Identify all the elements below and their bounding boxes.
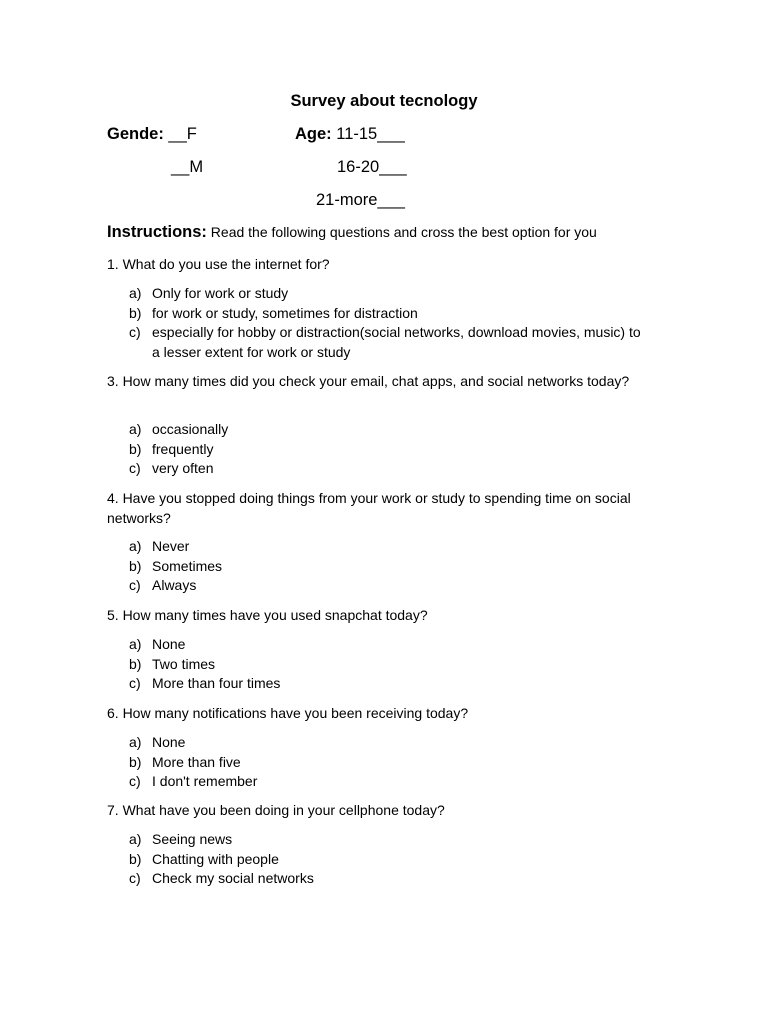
instructions-label: Instructions: — [107, 223, 207, 241]
option-text: More than four times — [152, 675, 281, 691]
option — [129, 655, 649, 675]
question-7-options — [129, 830, 649, 889]
option-marker: c) — [129, 870, 141, 886]
option-text: for work or study, sometimes for distraction — [152, 304, 418, 321]
option-marker: b) — [129, 850, 142, 867]
option-marker: a) — [129, 734, 142, 750]
option-marker: c) — [129, 324, 141, 340]
option-text: Always — [152, 577, 197, 593]
question-4-options — [129, 537, 649, 596]
question-3-options — [129, 420, 649, 479]
question-3: 3. How many times did you check your email, chat apps, and social networks today? — [107, 373, 630, 389]
option — [129, 772, 649, 792]
option — [129, 557, 649, 577]
option-text: Sometimes — [152, 557, 223, 574]
option — [129, 869, 649, 889]
option — [129, 635, 649, 655]
option — [129, 284, 649, 304]
option — [129, 440, 649, 460]
question-7: 7. What have you been doing in your cellphone today? — [107, 802, 445, 818]
option — [129, 323, 649, 362]
option — [129, 753, 649, 773]
age-label: Age: — [295, 125, 332, 143]
option-marker: c) — [129, 460, 141, 476]
option-text: Seeing news — [152, 831, 233, 847]
option-marker: b) — [129, 304, 142, 321]
question-6: 6. How many notifications have you been receiving today? — [107, 705, 469, 721]
option-marker: c) — [129, 675, 141, 691]
option — [129, 674, 649, 694]
age-option-11-15: 11-15___ — [331, 125, 405, 143]
question-1-options — [129, 284, 649, 362]
gender-line — [107, 125, 197, 144]
age-line — [295, 125, 405, 144]
page-title: Survey about tecnology — [290, 92, 478, 110]
option — [129, 576, 649, 596]
option-marker: b) — [129, 440, 142, 457]
option-text: occasionally — [152, 421, 229, 437]
option-text: More than five — [152, 753, 241, 770]
option-text: None — [152, 636, 186, 652]
option-text: Two times — [152, 655, 216, 672]
question-5-options — [129, 635, 649, 694]
instructions — [107, 223, 597, 242]
option-text: frequently — [152, 440, 214, 457]
option-text: especially for hobby or distraction(social networks, download movies, music) to a lesser extent for work or study — [152, 324, 641, 360]
option-marker: a) — [129, 538, 142, 554]
option-text: Chatting with people — [152, 850, 279, 867]
gender-option-m: __M — [171, 158, 204, 176]
option-marker: c) — [129, 577, 141, 593]
option-marker: b) — [129, 655, 142, 672]
option-text: Only for work or study — [152, 285, 289, 301]
option-marker: a) — [129, 636, 142, 652]
option — [129, 537, 649, 557]
option-marker: a) — [129, 285, 142, 301]
option-marker: b) — [129, 557, 142, 574]
gender-option-f: __F — [163, 125, 197, 143]
option — [129, 733, 649, 753]
option-marker: c) — [129, 773, 141, 789]
question-4: 4. Have you stopped doing things from your work or study to spending time on social networks? — [107, 490, 631, 526]
gender-label: Gende: — [107, 125, 164, 143]
option — [129, 850, 649, 870]
question-6-options — [129, 733, 649, 792]
age-option-21-more: 21-more___ — [316, 191, 405, 209]
option — [129, 304, 649, 324]
option-text: None — [152, 734, 186, 750]
option-marker: a) — [129, 831, 142, 847]
instructions-text: Read the following questions and cross the best option for you — [206, 224, 597, 240]
question-1: 1. What do you use the internet for? — [107, 256, 330, 272]
option-text: I don't remember — [152, 773, 258, 789]
question-5: 5. How many times have you used snapchat today? — [107, 607, 428, 623]
option-text: very often — [152, 460, 214, 476]
option — [129, 420, 649, 440]
age-option-16-20: 16-20___ — [337, 158, 407, 176]
option — [129, 830, 649, 850]
option-text: Check my social networks — [152, 870, 314, 886]
option-text: Never — [152, 538, 190, 554]
option — [129, 459, 649, 479]
option-marker: a) — [129, 421, 142, 437]
option-marker: b) — [129, 753, 142, 770]
